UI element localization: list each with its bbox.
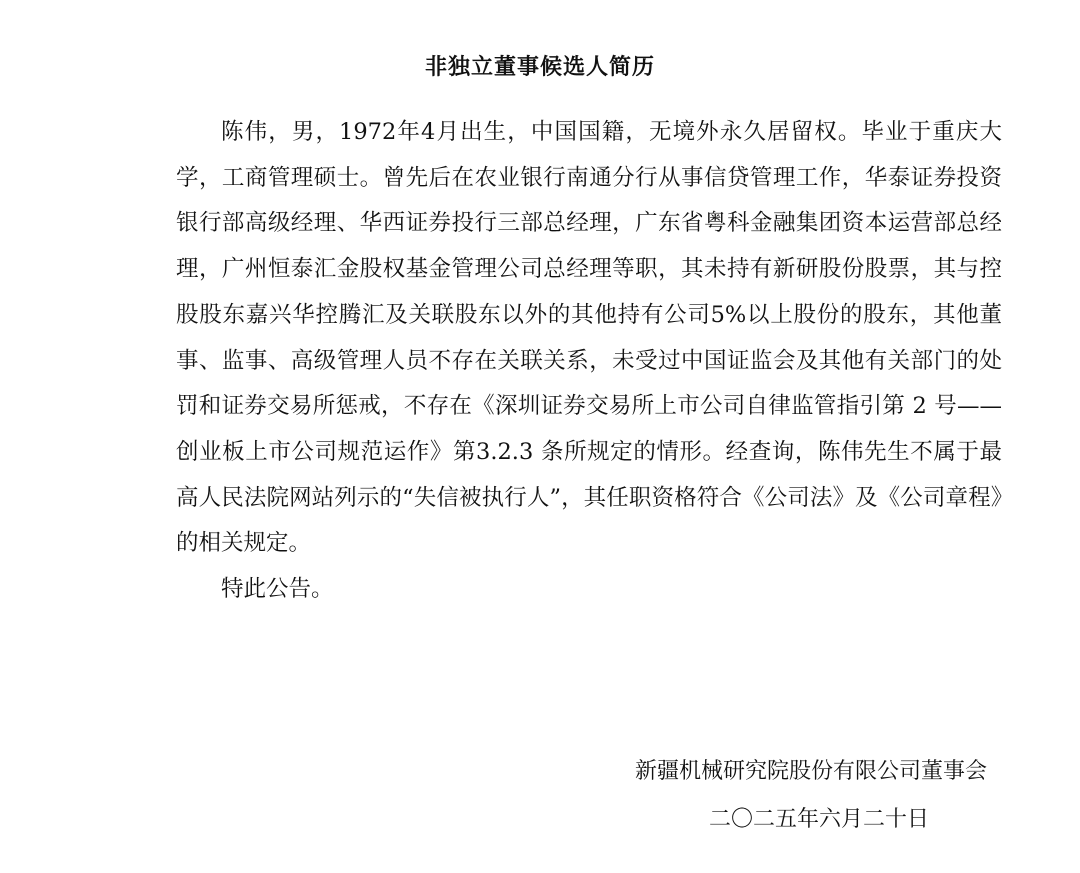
- signature-company: 新疆机械研究院股份有限公司董事会: [634, 759, 987, 784]
- resume-paragraph: 陈伟，男，1972年4月出生，中国国籍，无境外永久居留权。毕业于重庆大学，工商管理硕士。曾先后在农业银行南通分行从事信贷管理工作，华泰证券投资银行部高级经理、华西证券投行三部总经理，广东省粤科金融集团资本运营部总经理，广州恒泰汇金股权基金管理公司总经理等职，其未持有新研股份股票，其与控股股东嘉兴华控腾汇及关联股东以外的其他持有公司5%以上股份的股东，其他董事、监事、高级管理人员不存在关联关系，未受过中国证监会及其他有关部门的处罚和证券交易所惩戒，不存在《深圳证券交易所上市公司自律监管指引第 2 号——创业板上市公司规范运作》第3.2.3 条所规定的情形。经查询，陈伟先生不属于最高人民法院网站列示的“失信被执行人”，其任职资格符合《公司法》及《公司章程》的相关规定。: [176, 119, 1002, 557]
- page-title: 非独立董事候选人简历: [424, 54, 655, 80]
- document-body: [176, 110, 1002, 613]
- signature-date: 二〇二五年六月二十日: [708, 807, 929, 832]
- signature-block: [635, 748, 987, 844]
- closing-paragraph: 特此公告。: [221, 576, 334, 603]
